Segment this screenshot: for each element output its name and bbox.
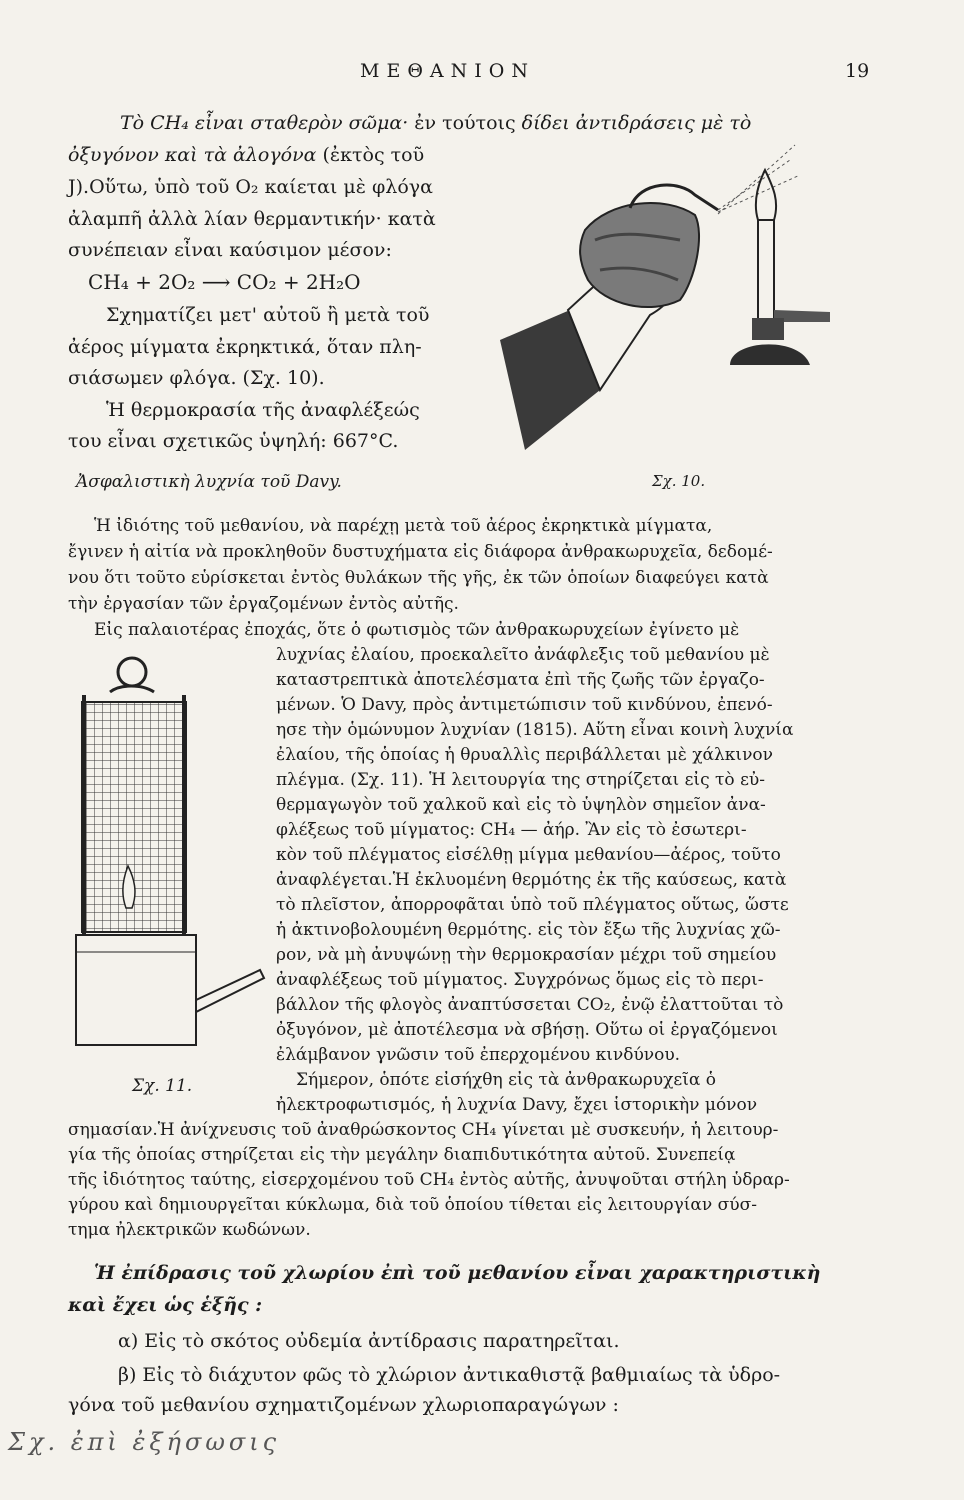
figure-10-illustration xyxy=(490,140,880,460)
para1-line-3: νου ὅτι τοῦτο εὑρίσκεται ἐντὸς θυλάκων τῆς γῆς, ἐκ τῶν ὁποίων διαφεύγει κατὰ xyxy=(68,568,769,588)
para2-col-line: καταστρεπτικὰ ἀποτελέσματα ἐπὶ τῆς ζωῆς τῶν ἐργαζο- xyxy=(276,670,765,690)
intro-line-8: σιάσωμεν φλόγα. (Σχ. 10). xyxy=(68,367,325,389)
figure-11-caption: Σχ. 11. xyxy=(132,1076,193,1096)
para1-line-4: τὴν ἐργασίαν τῶν ἐργαζομένων ἐντὸς αὐτῆς. xyxy=(68,594,459,614)
figure-11-illustration xyxy=(70,640,280,1070)
para3-line-2: γία τῆς ὁποίας στηρίζεται εἰς τὴν μεγάλην διαπιδυτικότητα αὐτοῦ. Συνεπείᾳ xyxy=(68,1145,736,1165)
item-b-line-2: γόνα τοῦ μεθανίου σχηματιζομένων χλωριοπαραγώγων : xyxy=(68,1394,619,1416)
para2-col-line: ἀναφλέγεται.Ἡ ἐκλυομένη θερμότης ἐκ τῆς καύσεως, κατὰ xyxy=(276,870,787,890)
para3-line-1: σημασίαν.Ἡ ἀνίχνευσις τοῦ ἀναθρώσκοντος CH₄ γίνεται μὲ συσκευήν, ἡ λειτουρ- xyxy=(68,1120,779,1140)
page-number: 19 xyxy=(845,60,870,82)
para2-col-line: ὀξυγόνον, μὲ ἀποτέλεσμα νὰ σβήσῃ. Οὕτω οἱ ἐργαζόμενοι xyxy=(276,1020,778,1040)
para2-col-line: πλέγμα. (Σχ. 11). Ἡ λειτουργία της στηρίζεται εἰς τὸ εὐ- xyxy=(276,770,765,790)
para2-col-line: ἐλαίου, τῆς ὁποίας ἡ θρυαλλὶς περιβάλλεται μὲ χάλκινον xyxy=(276,745,774,765)
para3-line-3: τῆς ἰδιότητος ταύτης, εἰσερχομένου τοῦ CH₄ ἐντὸς αὐτῆς, ἀνυψοῦται στήλη ὑδραρ- xyxy=(68,1170,790,1190)
para2-col-line: κὸν τοῦ πλέγματος εἰσέλθῃ μίγμα μεθανίου—ἀέρος, τοῦτο xyxy=(276,845,781,865)
para2-col-line: ἡ ἀκτινοβολουμένη θερμότης. εἰς τὸν ἔξω τῆς λυχνίας χῶ- xyxy=(276,920,781,940)
intro-line-4: ἀλαμπῆ ἀλλὰ λίαν θερμαντικήν· κατὰ xyxy=(68,208,436,230)
para2-col-line: Σήμερον, ὁπότε εἰσήχθη εἰς τὰ ἀνθρακωρυχεῖα ὁ xyxy=(296,1070,716,1090)
figure-10-caption: Σχ. 10. xyxy=(652,472,706,490)
para2-col-line: μένων. Ὁ Davy, πρὸς ἀντιμετώπισιν τοῦ κινδύνου, ἐπενό- xyxy=(276,695,773,715)
para2-col-line: ἀναφλέξεως τοῦ μίγματος. Συγχρόνως ὅμως εἰς τὸ περι- xyxy=(276,970,764,990)
intro-line-9: Ἡ θερμοκρασία τῆς ἀναφλέξεώς xyxy=(106,399,420,421)
chlorine-heading-line-1: Ἡ ἐπίδρασις τοῦ χλωρίου ἐπὶ τοῦ μεθανίου εἶναι χαρακτηριστικὴ xyxy=(94,1262,821,1284)
intro-line-1: Τὸ CH₄ εἶναι σταθερὸν σῶμα· ἐν τούτοις δίδει ἀντιδράσεις μὲ τὸ xyxy=(120,112,752,134)
para2-col-line: ἐλάμβανον γνῶσιν τοῦ ἐπερχομένου κινδύνου. xyxy=(276,1045,681,1065)
para2-col-line: φλέξεως τοῦ μίγματος: CH₄ — ἀήρ. Ἂν εἰς τὸ ἐσωτερι- xyxy=(276,820,747,840)
intro-line-6: Σχηματίζει μετ' αὐτοῦ ἢ μετὰ τοῦ xyxy=(106,304,430,326)
intro-line-7: ἀέρος μίγματα ἐκρηκτικά, ὅταν πλη- xyxy=(68,336,422,358)
intro-line-10: του εἶναι σχετικῶς ὑψηλή: 667°C. xyxy=(68,430,399,452)
page-header-title: ΜΕΘΑΝΙΟΝ xyxy=(360,60,535,82)
para2-col-line: βάλλον τῆς φλογὸς ἀναπτύσσεται CO₂, ἐνῷ ἐλαττοῦται τὸ xyxy=(276,995,784,1015)
section-heading-davy-lamp: Ἀσφαλιστικὴ λυχνία τοῦ Davy. xyxy=(76,472,342,492)
para2-col-line: ρον, νὰ μὴ ἀνυψώνῃ τὴν θερμοκρασίαν μέχρι τοῦ σημείου xyxy=(276,945,777,965)
combustion-equation: CH₄ + 2O₂ ⟶ CO₂ + 2H₂O xyxy=(88,270,361,294)
para3-line-5: τημα ἠλεκτρικῶν κωδώνων. xyxy=(68,1220,311,1240)
para2-col-line: λυχνίας ἐλαίου, προεκαλεῖτο ἀνάφλεξις τοῦ μεθανίου μὲ xyxy=(276,645,770,665)
chlorine-heading-line-2: καὶ ἔχει ὡς ἑξῆς : xyxy=(68,1294,263,1316)
item-a: α) Εἰς τὸ σκότος οὐδεμία ἀντίδρασις παρατηρεῖται. xyxy=(118,1330,620,1352)
para2-col-line: ἠλεκτροφωτισμός, ἡ λυχνία Davy, ἔχει ἱστορικὴν μόνον xyxy=(276,1095,758,1115)
para1-line-2: ἔγινεν ἡ αἰτία νὰ προκληθοῦν δυστυχήματα εἰς διάφορα ἀνθρακωρυχεῖα, δεδομέ- xyxy=(68,542,773,562)
para2-col-line: τὸ πλεῖστον, ἀπορροφᾶται ὑπὸ τοῦ πλέγματος οὕτως, ὥστε xyxy=(276,895,789,915)
intro-line-5: συνέπειαν εἶναι καύσιμον μέσον: xyxy=(68,239,392,261)
para2-line-1: Εἰς παλαιοτέρας ἐποχάς, ὅτε ὁ φωτισμὸς τῶν ἀνθρακωρυχείων ἐγίνετο μὲ xyxy=(94,620,740,640)
para2-col-line: ησε τὴν ὁμώνυμον λυχνίαν (1815). Αὕτη εἶναι κοινὴ λυχνία xyxy=(276,720,794,740)
para2-col-line: θερμαγωγὸν τοῦ χαλκοῦ καὶ εἰς τὸ ὑψηλὸν σημεῖον ἀνα- xyxy=(276,795,766,815)
intro-line-3: J).Οὕτω, ὑπὸ τοῦ O₂ καίεται μὲ φλόγα xyxy=(68,176,433,198)
handwritten-note: Σχ. ἐπὶ ἐξήσωσις xyxy=(8,1428,281,1456)
item-b-line-1: β) Εἰς τὸ διάχυτον φῶς τὸ χλώριον ἀντικαθιστᾷ βαθμιαίως τὰ ὑδρο- xyxy=(118,1364,781,1386)
intro-line-2: ὀξυγόνον καὶ τὰ ἀλογόνα (ἐκτὸς τοῦ xyxy=(68,144,425,166)
para3-line-4: γύρου καὶ δημιουργεῖται κύκλωμα, διὰ τοῦ ὁποίου τίθεται εἰς λειτουργίαν σύσ- xyxy=(68,1195,757,1215)
para1-line-1: Ἡ ἰδιότης τοῦ μεθανίου, νὰ παρέχῃ μετὰ τοῦ ἀέρος ἐκρηκτικὰ μίγματα, xyxy=(94,516,713,536)
